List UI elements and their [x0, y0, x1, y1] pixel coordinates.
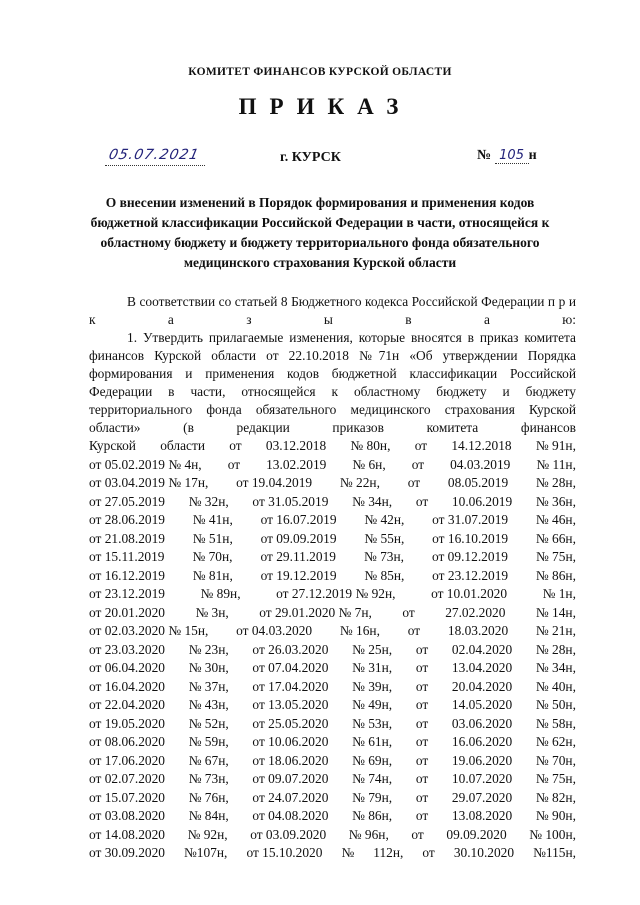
- reference-token: № 96н,: [348, 826, 389, 842]
- reference-token: № 34н,: [535, 660, 576, 675]
- city-name: г. КУРСК: [280, 150, 341, 165]
- reference-token: № 100н,: [529, 826, 576, 842]
- reference-token: № 1н,: [542, 586, 576, 601]
- reference-token: от 21.08.2019: [89, 530, 165, 546]
- reference-line: [89, 456, 576, 475]
- reference-token: 10.07.2020: [451, 771, 513, 786]
- document-body: [89, 293, 576, 863]
- item-1-paragraph: 1. Утвердить прилагаемые изменения, которые вносятся в приказ комитета финансов Курской области от 22.10.2018 №71н «Об утверждении Порядка формирования и применения кодов бюджетной классификации Российской Федерации в части, относящейся к областному бюджету и бюджету территориального фонда обязательного медицинского страхования Курской области» (в редакции приказов комитета финансов: [89, 330, 576, 435]
- reference-line: [89, 622, 576, 641]
- reference-token: от: [422, 845, 435, 860]
- reference-token: от 03.09.2020: [250, 826, 327, 842]
- reference-token: № 21н,: [535, 623, 576, 638]
- reference-token: от 09.12.2019: [431, 549, 508, 564]
- date-underline: [105, 165, 205, 166]
- reference-line: [89, 715, 576, 734]
- document-subject: О внесении изменений в Порядок формирования и применения кодов бюджетной классификации Российской Федерации в части, относящейся к областному бюджету и бюджету территориального фонда обязательного медицинского страхования Курской области: [90, 195, 550, 270]
- reference-token: от 17.04.2020: [252, 678, 329, 694]
- reference-token: от 23.03.2020: [89, 641, 165, 657]
- reference-token: № 70н,: [192, 549, 233, 564]
- reference-token: от 27.12.2019 № 92н,: [276, 586, 396, 601]
- reference-token: от 13.05.2020: [252, 697, 329, 712]
- reference-token: от: [415, 789, 429, 805]
- reference-token: № 58н,: [535, 715, 576, 731]
- reference-token: № 74н,: [352, 771, 393, 786]
- reference-token: от 22.04.2020: [89, 697, 165, 712]
- reference-token: от: [227, 456, 241, 472]
- reference-token: № 28н,: [535, 641, 576, 657]
- reference-token: № 46н,: [535, 512, 576, 527]
- reference-token: 02.04.2020: [451, 641, 513, 657]
- document-number: [477, 148, 537, 164]
- reference-token: от 28.06.2019: [89, 512, 165, 527]
- reference-token: 16.06.2020: [451, 734, 513, 749]
- reference-token: № 76н,: [188, 789, 229, 805]
- reference-token: № 91н,: [535, 438, 576, 453]
- reference-token: 09.09.2020: [446, 826, 507, 842]
- reference-token: №115н,: [533, 845, 576, 860]
- reference-line: [89, 585, 576, 604]
- reference-token: 27.02.2020: [445, 604, 506, 620]
- reference-token: № 42н,: [364, 512, 405, 527]
- reference-token: от 16.10.2019: [432, 530, 509, 546]
- reference-token: № 11н,: [536, 456, 576, 472]
- reference-token: от 10.01.2020: [431, 586, 508, 601]
- reference-token: 112н,: [373, 845, 404, 860]
- reference-token: от: [411, 826, 424, 842]
- reference-token: № 34н,: [352, 493, 393, 509]
- reference-token: № 59н,: [188, 734, 229, 749]
- reference-token: от 02.07.2020: [89, 771, 165, 786]
- reference-token: № 40н,: [535, 678, 576, 694]
- document-date: [105, 147, 205, 171]
- reference-line: [89, 548, 576, 567]
- reference-token: от 03.04.2019 № 17н,: [89, 475, 209, 490]
- reference-token: от 06.04.2020: [89, 660, 165, 675]
- reference-token: от 20.01.2020: [89, 604, 165, 620]
- reference-line: [89, 437, 576, 456]
- reference-token: № 50н,: [535, 697, 576, 712]
- reference-line: [89, 789, 576, 808]
- reference-token: № 89н,: [200, 586, 241, 601]
- reference-token: от: [415, 678, 429, 694]
- reference-token: от 08.06.2020: [89, 734, 165, 749]
- handwritten-date: 05.07.2021: [107, 147, 201, 163]
- reference-token: № 75н,: [535, 771, 576, 786]
- reference-token: № 62н,: [535, 734, 576, 749]
- reference-line: [89, 844, 576, 863]
- reference-line: [89, 696, 576, 715]
- reference-token: от 19.04.2019: [236, 475, 313, 490]
- reference-token: № 52н,: [188, 715, 229, 731]
- reference-line: [89, 770, 576, 789]
- reference-line: [89, 641, 576, 660]
- reference-token: № 6н,: [352, 456, 386, 472]
- reference-token: № 3н,: [195, 604, 229, 620]
- reference-token: от 29.01.2020 № 7н,: [259, 604, 372, 620]
- reference-token: № 85н,: [364, 567, 405, 583]
- reference-token: от 23.12.2019: [432, 567, 509, 583]
- reference-token: № 22н,: [339, 475, 380, 490]
- reference-token: от 15.11.2019: [89, 549, 165, 564]
- reference-token: 18.03.2020: [447, 623, 509, 638]
- reference-token: 30.10.2020: [453, 845, 515, 860]
- reference-line: [89, 604, 576, 623]
- reference-token: от 16.04.2020: [89, 678, 165, 694]
- reference-line: [89, 659, 576, 678]
- reference-line: [89, 493, 576, 512]
- reference-token: № 51н,: [192, 530, 233, 546]
- preamble-paragraph: В соответствии со статьей 8 Бюджетного кодекса Российской Федерации п р и к а з ы в а ю:: [89, 294, 576, 327]
- reference-token: 03.06.2020: [451, 715, 513, 731]
- reference-token: от: [415, 697, 429, 712]
- reference-token: от 31.05.2019: [252, 493, 329, 509]
- reference-token: № 92н,: [187, 826, 228, 842]
- reference-token: от 23.12.2019: [89, 586, 165, 601]
- reference-token: от: [407, 475, 421, 490]
- reference-token: 14.05.2020: [451, 697, 513, 712]
- reference-token: № 75н,: [535, 549, 576, 564]
- reference-token: от: [415, 715, 429, 731]
- amendments-list: [89, 437, 576, 863]
- reference-token: № 32н,: [188, 493, 229, 509]
- reference-token: от 17.06.2020: [89, 752, 165, 768]
- reference-token: 13.08.2020: [451, 808, 513, 823]
- reference-token: от 18.06.2020: [252, 752, 329, 768]
- reference-token: от: [407, 623, 421, 638]
- reference-token: от 16.07.2019: [260, 512, 337, 527]
- reference-token: № 31н,: [352, 660, 393, 675]
- reference-token: № 43н,: [188, 697, 229, 712]
- reference-token: 29.07.2020: [451, 789, 513, 805]
- reference-token: от 19.05.2020: [89, 715, 165, 731]
- reference-token: 04.03.2019: [450, 456, 511, 472]
- reference-token: № 14н,: [535, 604, 576, 620]
- reference-token: от: [402, 604, 415, 620]
- reference-token: 10.06.2019: [451, 493, 513, 509]
- reference-token: от: [411, 456, 425, 472]
- reference-token: от 24.07.2020: [252, 789, 329, 805]
- reference-token: от: [415, 493, 429, 509]
- reference-token: № 36н,: [535, 493, 576, 509]
- reference-token: № 67н,: [188, 752, 229, 768]
- reference-token: от 15.10.2020: [246, 845, 323, 860]
- reference-token: от 10.06.2020: [252, 734, 329, 749]
- reference-token: № 81н,: [192, 567, 233, 583]
- reference-token: № 86н,: [352, 808, 393, 823]
- reference-token: от 16.12.2019: [89, 567, 165, 583]
- reference-line: [89, 511, 576, 530]
- reference-token: от 05.02.2019 № 4н,: [89, 456, 202, 472]
- reference-token: 14.12.2018: [451, 438, 512, 453]
- reference-token: 13.04.2020: [451, 660, 513, 675]
- reference-token: от 27.05.2019: [89, 493, 165, 509]
- reference-token: №107н,: [184, 845, 228, 860]
- reference-token: от: [415, 808, 429, 823]
- reference-token: области: [160, 438, 205, 453]
- reference-token: № 23н,: [188, 641, 229, 657]
- reference-token: от: [414, 438, 428, 453]
- reference-token: от: [415, 771, 429, 786]
- reference-token: № 37н,: [188, 678, 229, 694]
- reference-token: 13.02.2019: [266, 456, 327, 472]
- reference-line: [89, 530, 576, 549]
- reference-token: от 30.09.2020: [89, 845, 165, 860]
- reference-token: № 70н,: [535, 752, 576, 768]
- reference-token: от 03.08.2020: [89, 808, 165, 823]
- reference-token: № 69н,: [352, 752, 393, 768]
- reference-token: № 39н,: [352, 678, 393, 694]
- reference-token: от 07.04.2020: [252, 660, 329, 675]
- reference-token: от: [229, 438, 242, 453]
- reference-token: № 73н,: [188, 771, 229, 786]
- number-suffix: н: [528, 148, 537, 163]
- number-sign: №: [477, 148, 492, 163]
- reference-token: № 53н,: [352, 715, 393, 731]
- reference-token: от 04.03.2020: [236, 623, 313, 638]
- reference-token: от 31.07.2019: [432, 512, 509, 527]
- reference-token: от: [415, 641, 429, 657]
- reference-line: [89, 752, 576, 771]
- reference-token: от 26.03.2020: [252, 641, 329, 657]
- reference-token: № 66н,: [535, 530, 576, 546]
- reference-token: № 28н,: [535, 475, 576, 490]
- reference-line: [89, 567, 576, 586]
- reference-line: [89, 678, 576, 697]
- reference-token: № 90н,: [535, 808, 576, 823]
- reference-token: № 79н,: [352, 789, 393, 805]
- reference-token: от: [415, 752, 429, 768]
- reference-token: от 02.03.2020 № 15н,: [89, 623, 209, 638]
- reference-token: № 84н,: [188, 808, 229, 823]
- reference-line: [89, 826, 576, 845]
- reference-token: № 25н,: [352, 641, 393, 657]
- reference-token: от 19.12.2019: [260, 567, 337, 583]
- reference-token: № 41н,: [192, 512, 233, 527]
- reference-token: 20.04.2020: [451, 678, 513, 694]
- document-type-title: ПРИКАЗ: [238, 94, 412, 119]
- handwritten-number: 105: [495, 148, 529, 164]
- reference-token: № 55н,: [364, 530, 405, 546]
- reference-token: от 09.07.2020: [252, 771, 329, 786]
- reference-token: от: [415, 660, 429, 675]
- reference-line: [89, 733, 576, 752]
- reference-token: от: [415, 734, 429, 749]
- reference-token: Курской: [89, 438, 136, 453]
- reference-token: от 04.08.2020: [252, 808, 329, 823]
- reference-token: № 86н,: [535, 567, 576, 583]
- reference-token: от 09.09.2019: [260, 530, 337, 546]
- committee-name: КОМИТЕТ ФИНАНСОВ КУРСКОЙ ОБЛАСТИ: [188, 66, 452, 78]
- reference-token: 19.06.2020: [451, 752, 513, 768]
- reference-token: № 82н,: [535, 789, 576, 805]
- reference-token: от 15.07.2020: [89, 789, 165, 805]
- reference-token: № 49н,: [352, 697, 393, 712]
- reference-token: 08.05.2019: [447, 475, 509, 490]
- reference-token: №: [341, 845, 355, 860]
- reference-token: от 25.05.2020: [252, 715, 329, 731]
- reference-token: № 16н,: [339, 623, 380, 638]
- reference-token: № 73н,: [363, 549, 404, 564]
- reference-line: [89, 807, 576, 826]
- reference-line: [89, 474, 576, 493]
- reference-token: от 14.08.2020: [89, 826, 165, 842]
- reference-token: № 61н,: [352, 734, 393, 749]
- reference-token: от 29.11.2019: [260, 549, 336, 564]
- reference-token: № 80н,: [350, 438, 391, 453]
- reference-token: 03.12.2018: [265, 438, 327, 453]
- reference-token: № 30н,: [188, 660, 229, 675]
